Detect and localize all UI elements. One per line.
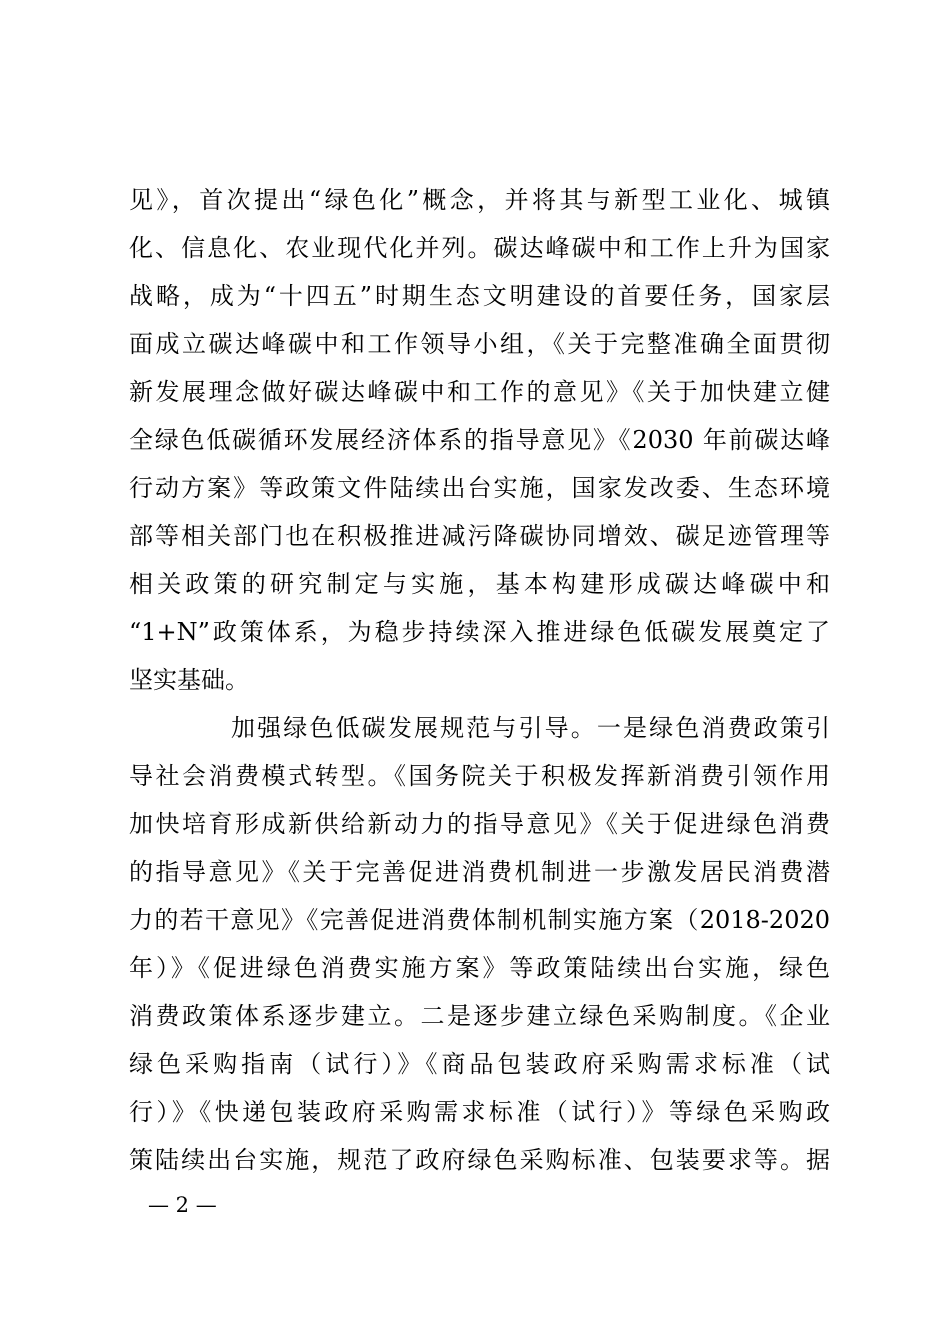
paragraph2-line: 导社会消费模式转型。《国务院关于积极发挥新消费引领作用 bbox=[129, 762, 830, 790]
page-number: — 2 — bbox=[148, 1193, 217, 1217]
paragraph2-line: 加快培育形成新供给新动力的指导意见》《关于促进绿色消费 bbox=[129, 810, 830, 838]
paragraph2-line: 力的若干意见》《完善促进消费体制机制实施方案（2018-2020 bbox=[129, 906, 830, 934]
paragraph2-line: 行）》《快递包装政府采购需求标准（试行）》等绿色采购政 bbox=[129, 1098, 830, 1126]
paragraph1-line: 全绿色低碳循环发展经济体系的指导意见》《2030 年前碳达峰 bbox=[129, 426, 830, 454]
paragraph1-line: 新发展理念做好碳达峰碳中和工作的意见》《关于加快建立健 bbox=[129, 378, 830, 406]
paragraph1-line: 化、信息化、农业现代化并列。碳达峰碳中和工作上升为国家 bbox=[129, 234, 830, 262]
paragraph2-line: 绿色采购指南（试行）》《商品包装政府采购需求标准（试 bbox=[129, 1050, 830, 1078]
paragraph2-line: 消费政策体系逐步建立。二是逐步建立绿色采购制度。《企业 bbox=[129, 1002, 830, 1030]
paragraph1-line: 战略，成为“十四五”时期生态文明建设的首要任务，国家层 bbox=[129, 282, 830, 310]
paragraph2-line: 策陆续出台实施，规范了政府绿色采购标准、包装要求等。据 bbox=[129, 1146, 830, 1174]
paragraph1-line: “1+N”政策体系，为稳步持续深入推进绿色低碳发展奠定了 bbox=[129, 618, 830, 646]
paragraph1-line: 相关政策的研究制定与实施，基本构建形成碳达峰碳中和 bbox=[129, 570, 830, 598]
paragraph1-line: 坚实基础。 bbox=[129, 666, 249, 694]
paragraph2-line: 年）》《促进绿色消费实施方案》等政策陆续出台实施，绿色 bbox=[129, 954, 830, 982]
paragraph2-line: 的指导意见》《关于完善促进消费机制进一步激发居民消费潜 bbox=[129, 858, 830, 886]
paragraph1-line: 行动方案》等政策文件陆续出台实施，国家发改委、生态环境 bbox=[129, 474, 830, 502]
paragraph2-heading-line: 加强绿色低碳发展规范与引导。一是绿色消费政策引 bbox=[231, 714, 830, 742]
paragraph1-line: 见》，首次提出“绿色化”概念，并将其与新型工业化、城镇 bbox=[129, 186, 830, 214]
paragraph1-line: 部等相关部门也在积极推进减污降碳协同增效、碳足迹管理等 bbox=[129, 522, 830, 550]
paragraph1-line: 面成立碳达峰碳中和工作领导小组，《关于完整准确全面贯彻 bbox=[129, 330, 830, 358]
